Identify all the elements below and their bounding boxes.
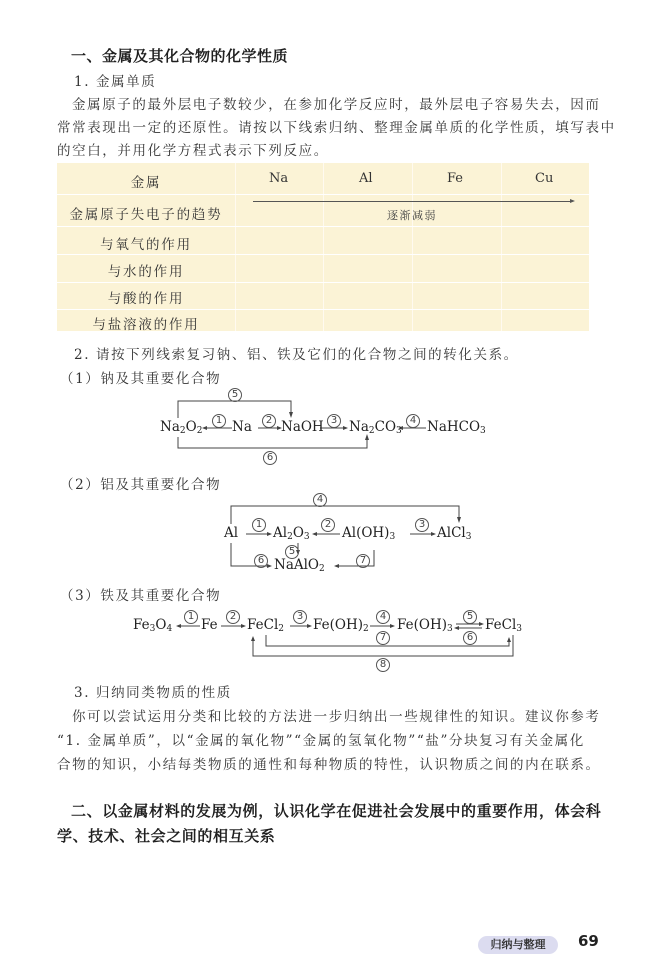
sodium-title: （1）钠及其重要化合物 (60, 371, 222, 387)
table-header-al: Al (359, 171, 373, 186)
step-label: 5 (463, 610, 477, 624)
paragraph-line: “1. 金属单质”，以“金属的氧化物”“金属的氢氧化物”“盐”分块复习有关金属化 (57, 733, 585, 749)
species-nahco3: NaHCO$_3$ (427, 419, 486, 436)
step-label: 6 (463, 631, 477, 645)
step-label: 3 (293, 610, 307, 624)
species-al2o3: $Al_2O_3$ (273, 525, 310, 542)
step-label: 5 (285, 545, 299, 559)
paragraph-line: 合物的知识，小结每类物质的通性和每种物质的特性，认识物质之间的内在联系。 (57, 757, 601, 773)
species-naoh: NaOH (281, 419, 324, 435)
subsection-title-conversions: 2. 请按下列线索复习钠、铝、铁及它们的化合物之间的转化关系。 (74, 347, 519, 363)
species-na2o2: $Na_2O_2$ (160, 419, 203, 436)
step-label: 5 (228, 388, 242, 402)
row-label-salt-solution: 与盐溶液的作用 (92, 317, 200, 333)
paragraph-line: 的空白，并用化学方程式表示下列反应。 (57, 143, 329, 159)
step-label: 2 (262, 414, 276, 428)
species-fe: Fe (201, 617, 218, 633)
chapter-badge: 归纳与整理 (478, 936, 558, 954)
species-na: Na (232, 419, 252, 435)
paragraph-line: 你可以尝试运用分类和比较的方法进一步归纳出一些规律性的知识。建议你参考 (72, 709, 601, 725)
step-label: 7 (376, 631, 390, 645)
iron-title: （3）铁及其重要化合物 (60, 588, 222, 604)
step-label: 3 (327, 414, 341, 428)
subsection-title-similar-substances: 3. 归纳同类物质的性质 (74, 685, 232, 701)
table-header-metal: 金属 (130, 175, 162, 191)
step-label: 7 (356, 554, 370, 568)
species-naalo2: NaAlO$_2$ (274, 557, 325, 574)
step-label: 2 (226, 610, 240, 624)
step-label: 4 (313, 493, 327, 507)
row-label-acid: 与酸的作用 (107, 291, 185, 307)
row-label-water: 与水的作用 (107, 264, 185, 280)
step-label: 8 (376, 658, 390, 672)
step-label: 4 (406, 414, 420, 428)
table-header-na: Na (269, 171, 289, 186)
page-number: 69 (578, 932, 599, 950)
subsection-title-metal-elements: 1. 金属单质 (74, 74, 157, 90)
step-label: 1 (252, 518, 266, 532)
section-heading-2-line1: 二、以金属材料的发展为例，认识化学在促进社会发展中的重要作用，体会科 (71, 802, 602, 820)
table-header-fe: Fe (447, 171, 464, 186)
row-label-electron-loss: 金属原子失电子的趋势 (69, 207, 223, 223)
step-label: 6 (254, 554, 268, 568)
section-heading-2-line2: 学、技术、社会之间的相互关系 (57, 827, 276, 845)
step-label: 6 (263, 451, 277, 465)
species-alcl3: AlCl$_3$ (437, 525, 472, 542)
species-fecl3: FeCl$_3$ (485, 617, 522, 634)
species-fecl2: FeCl$_2$ (247, 617, 284, 634)
trend-text: 逐渐减弱 (387, 209, 437, 222)
step-label: 1 (212, 414, 226, 428)
species-aloh3: $Al(OH)_3$ (342, 525, 396, 542)
species-feoh2: $Fe(OH)_2$ (313, 617, 369, 634)
step-label: 1 (184, 610, 198, 624)
row-label-oxygen: 与氧气的作用 (100, 237, 192, 253)
species-feoh3: $Fe(OH)_3$ (397, 617, 453, 634)
table-header-cu: Cu (535, 171, 554, 186)
section-heading-1: 一、金属及其化合物的化学性质 (71, 47, 289, 65)
step-label: 3 (415, 518, 429, 532)
species-al: Al (224, 525, 239, 541)
species-na2co3: $Na_2CO_3$ (349, 419, 402, 436)
step-label: 4 (376, 610, 390, 624)
paragraph-line: 常常表现出一定的还原性。请按以下线索归纳、整理金属单质的化学性质，填写表中 (57, 120, 616, 136)
species-fe3o4: $Fe_3O_4$ (133, 617, 173, 634)
paragraph-line: 金属原子的最外层电子数较少，在参加化学反应时，最外层电子容易失去，因而 (72, 97, 601, 113)
aluminum-title: （2）铝及其重要化合物 (60, 477, 222, 493)
step-label: 2 (321, 518, 335, 532)
